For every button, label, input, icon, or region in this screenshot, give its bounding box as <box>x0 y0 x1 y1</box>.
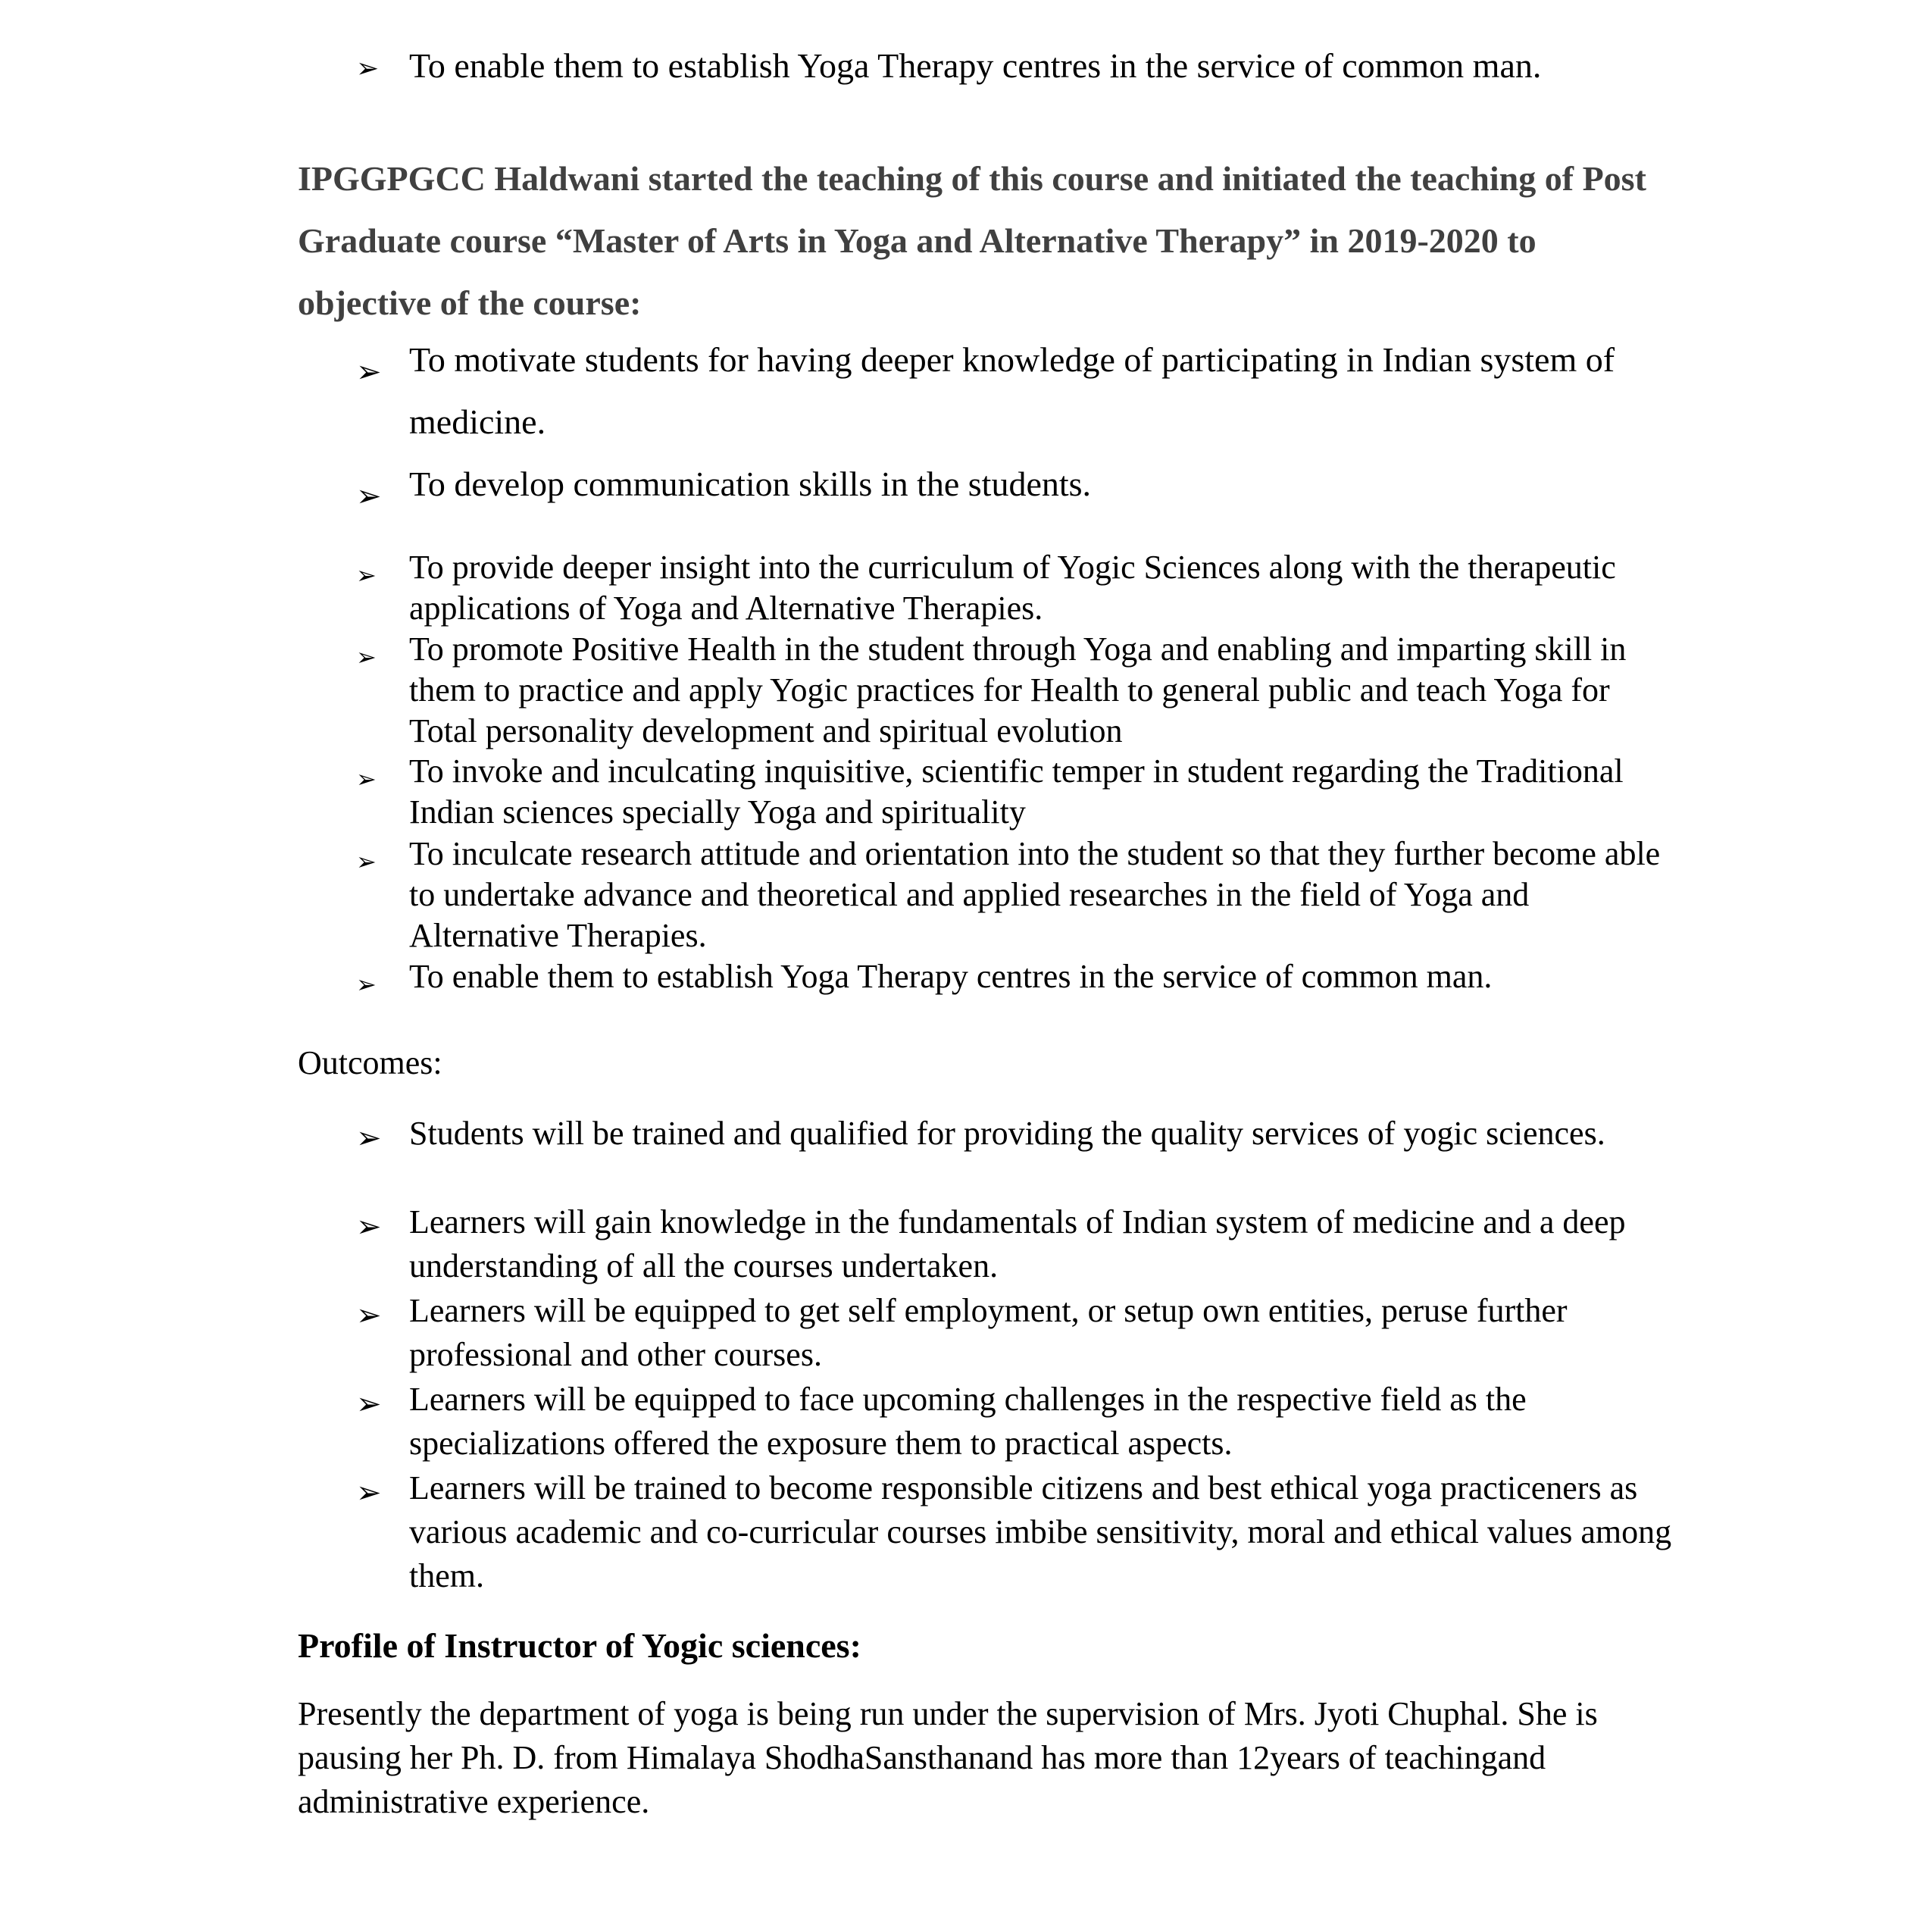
objective-text: To provide deeper insight into the curriculum of Yogic Sciences along with the therapeutic applications of Yoga and Alternative Therapies. <box>409 549 1616 627</box>
arrow-bullet-icon: ➢ <box>356 1475 382 1510</box>
outcomes-heading: Outcomes: <box>298 1044 442 1081</box>
arrow-bullet-icon: ➢ <box>356 1121 382 1156</box>
objective-text: To develop communication skills in the students. <box>409 465 1092 503</box>
arrow-bullet-icon: ➢ <box>356 847 377 876</box>
objective-text: To inculcate research attitude and orientation into the student so that they further become able to undertake advance and theoretical and applied researches in the field of Yoga and Alternative Therapies. <box>409 835 1661 954</box>
outcome-text: Students will be trained and qualified for providing the quality services of yogic sciences. <box>409 1115 1605 1152</box>
objective-text: To motivate students for having deeper knowledge of participating in Indian system of medicine. <box>409 340 1615 441</box>
list-item-text: To enable them to establish Yoga Therapy centres in the service of common man. <box>409 46 1542 85</box>
outcome-text: Learners will gain knowledge in the fundamentals of Indian system of medicine and a deep understanding of all the courses undertaken. <box>409 1203 1626 1284</box>
arrow-bullet-icon: ➢ <box>356 643 377 671</box>
arrow-bullet-icon: ➢ <box>356 1298 382 1333</box>
intro-paragraph: IPGGPGCC Haldwani started the teaching of this course and initiated the teaching of Post Graduate course “Master of Arts in Yoga and Alternative Therapy” in 2019-2020 to objective of the course: <box>298 159 1646 322</box>
outcome-text: Learners will be trained to become responsible citizens and best ethical yoga practiceners as various academic and co-curricular courses imbibe sensitivity, moral and ethical values among them. <box>409 1469 1672 1594</box>
outcome-text: Learners will be equipped to face upcoming challenges in the respective field as the specializations offered the exposure them to practical aspects. <box>409 1381 1527 1462</box>
arrow-bullet-icon: ➢ <box>356 53 380 84</box>
objective-text: To promote Positive Health in the student through Yoga and enabling and imparting skill in them to practice and apply Yogic practices for Health to general public and teach Yoga for Total personality development and spiritual evolution <box>409 630 1627 749</box>
arrow-bullet-icon: ➢ <box>356 1209 382 1244</box>
objective-text: To invoke and inculcating inquisitive, scientific temper in student regarding the Traditional Indian sciences specially Yoga and spirituality <box>409 752 1624 831</box>
objective-text: To enable them to establish Yoga Therapy centres in the service of common man. <box>409 958 1493 995</box>
arrow-bullet-icon: ➢ <box>356 479 382 514</box>
arrow-bullet-icon: ➢ <box>356 561 377 590</box>
profile-paragraph: Presently the department of yoga is being run under the supervision of Mrs. Jyoti Chuphal. She is pausing her Ph. D. from Himalaya ShodhaSansthanand has more than 12years of teachingand administrative experience. <box>298 1695 1598 1820</box>
arrow-bullet-icon: ➢ <box>356 1387 382 1422</box>
profile-heading: Profile of Instructor of Yogic sciences: <box>298 1626 861 1665</box>
arrow-bullet-icon: ➢ <box>356 970 377 999</box>
arrow-bullet-icon: ➢ <box>356 355 382 389</box>
outcome-text: Learners will be equipped to get self employment, or setup own entities, peruse further professional and other courses. <box>409 1292 1568 1373</box>
arrow-bullet-icon: ➢ <box>356 765 377 793</box>
